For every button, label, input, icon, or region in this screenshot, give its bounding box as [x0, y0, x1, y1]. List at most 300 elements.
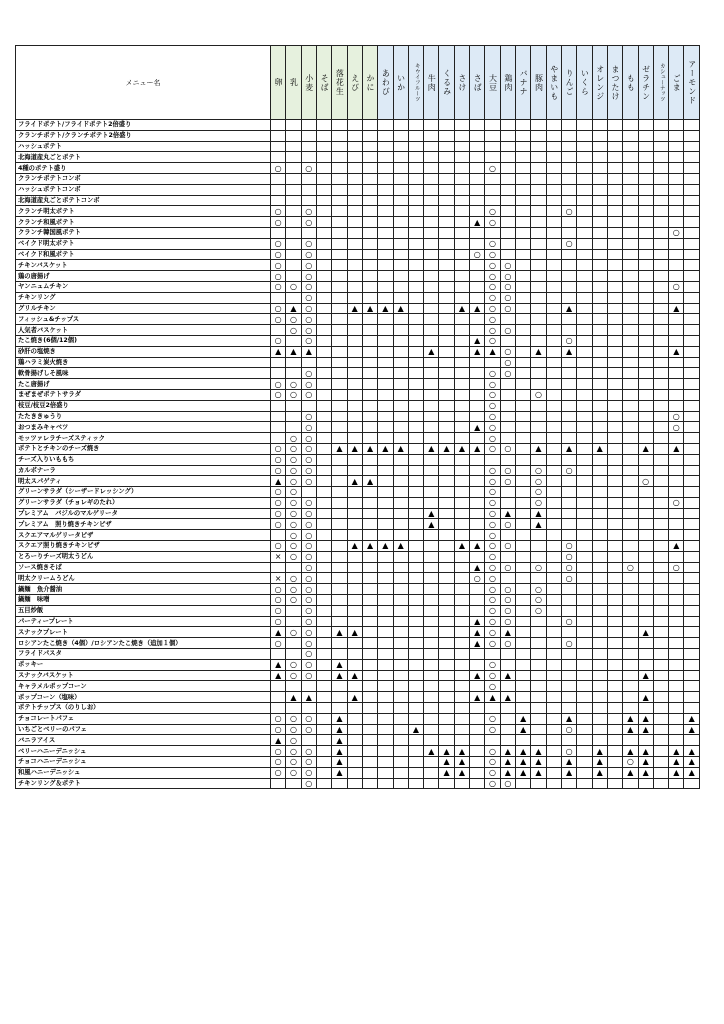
allergen-cell [439, 206, 454, 217]
allergen-cell [439, 497, 454, 508]
allergen-cell [500, 573, 515, 584]
allergen-cell [592, 724, 607, 735]
allergen-cell: ▲ [301, 692, 316, 703]
allergen-cell [378, 389, 393, 400]
header-row [16, 46, 700, 120]
allergen-cell [316, 433, 331, 444]
allergen-cell [408, 465, 423, 476]
allergen-cell [592, 530, 607, 541]
allergen-cell [362, 573, 377, 584]
table-row [16, 303, 700, 314]
allergen-cell [424, 681, 439, 692]
allergen-cell [362, 238, 377, 249]
allergen-cell: ○ [301, 249, 316, 260]
allergen-cell: ▲ [332, 713, 347, 724]
allergen-cell: ○ [301, 616, 316, 627]
allergen-cell [454, 530, 469, 541]
allergen-cell [653, 400, 668, 411]
allergen-cell [347, 379, 362, 390]
allergen-cell [684, 271, 700, 282]
allergen-cell [393, 271, 408, 282]
allergen-cell: ○ [286, 281, 301, 292]
allergen-cell [669, 703, 684, 714]
allergen-cell [470, 400, 485, 411]
allergen-cell [271, 530, 286, 541]
allergen-cell [516, 422, 531, 433]
allergen-cell [347, 130, 362, 141]
allergen-cell: ○ [286, 757, 301, 768]
allergen-cell: ○ [485, 217, 500, 228]
allergen-cell [470, 605, 485, 616]
allergen-cell [439, 227, 454, 238]
allergen-cell [286, 206, 301, 217]
allergen-cell [378, 249, 393, 260]
allergen-cell [286, 227, 301, 238]
allergen-cell: ▲ [362, 541, 377, 552]
allergen-cell [623, 649, 638, 660]
allergen-cell [592, 206, 607, 217]
allergen-cell: ○ [286, 573, 301, 584]
allergen-cell [546, 487, 561, 498]
allergen-cell [301, 400, 316, 411]
allergen-cell: ▲ [638, 713, 653, 724]
allergen-cell [454, 422, 469, 433]
allergen-cell [286, 163, 301, 174]
allergen-cell [684, 422, 700, 433]
allergen-cell [316, 292, 331, 303]
allergen-cell [546, 335, 561, 346]
allergen-cell [684, 638, 700, 649]
table-row [16, 724, 700, 735]
allergen-cell [454, 152, 469, 163]
allergen-cell [470, 314, 485, 325]
allergen-cell [653, 433, 668, 444]
allergen-cell [623, 238, 638, 249]
allergen-cell [454, 411, 469, 422]
allergen-cell [378, 260, 393, 271]
allergen-cell [653, 163, 668, 174]
allergen-cell [408, 335, 423, 346]
allergen-cell [546, 746, 561, 757]
allergen-cell [362, 357, 377, 368]
allergen-cell [408, 249, 423, 260]
table-row [16, 476, 700, 487]
allergen-cell [439, 368, 454, 379]
allergen-cell [454, 778, 469, 789]
allergen-cell [638, 551, 653, 562]
table-row [16, 735, 700, 746]
menu-name-cell: モッツァレラチーズスティック [16, 433, 271, 444]
allergen-cell [286, 292, 301, 303]
allergen-cell [316, 152, 331, 163]
allergen-cell [531, 292, 546, 303]
allergen-cell [378, 584, 393, 595]
allergen-cell [516, 465, 531, 476]
allergen-cell: ○ [485, 508, 500, 519]
allergen-cell: ▲ [592, 746, 607, 757]
allergen-cell [669, 271, 684, 282]
allergen-cell [470, 551, 485, 562]
table-row [16, 141, 700, 152]
allergen-cell [607, 724, 622, 735]
allergen-cell [546, 120, 561, 131]
allergen-cell [684, 163, 700, 174]
allergen-cell [500, 551, 515, 562]
allergen-cell [470, 595, 485, 606]
allergen-cell [362, 767, 377, 778]
allergen-cell [592, 616, 607, 627]
menu-name-cell: ハッシュポテトコンボ [16, 184, 271, 195]
allergen-cell [531, 271, 546, 282]
allergen-cell: ○ [301, 389, 316, 400]
allergen-cell [424, 703, 439, 714]
allergen-cell [347, 400, 362, 411]
allergen-cell: ○ [485, 530, 500, 541]
allergen-cell [653, 551, 668, 562]
allergen-cell [546, 184, 561, 195]
menu-name-cell: ヤンニュムチキン [16, 281, 271, 292]
allergen-cell [316, 227, 331, 238]
allergen-cell [684, 379, 700, 390]
allergen-cell [408, 389, 423, 400]
allergen-cell: ○ [301, 379, 316, 390]
allergen-cell: ○ [485, 778, 500, 789]
allergen-cell [561, 454, 576, 465]
allergen-cell [607, 325, 622, 336]
allergen-cell: ▲ [500, 692, 515, 703]
allergen-cell: ▲ [332, 670, 347, 681]
allergen-cell [332, 433, 347, 444]
allergen-cell: ○ [271, 713, 286, 724]
allergen-cell [516, 217, 531, 228]
allergen-cell [577, 562, 592, 573]
allergen-cell [347, 778, 362, 789]
allergen-cell [516, 454, 531, 465]
allergen-cell [347, 465, 362, 476]
allergen-cell [439, 163, 454, 174]
menu-name-cell: 鍋麺 味噌 [16, 595, 271, 606]
allergen-cell: ○ [485, 487, 500, 498]
allergen-cell [408, 487, 423, 498]
allergen-cell [684, 335, 700, 346]
allergen-cell [378, 724, 393, 735]
allergen-cell [516, 249, 531, 260]
allergen-cell [684, 314, 700, 325]
allergen-cell [561, 281, 576, 292]
allergen-cell [607, 627, 622, 638]
allergen-cell [378, 314, 393, 325]
allergen-cell [347, 454, 362, 465]
allergen-cell [332, 379, 347, 390]
allergen-cell [286, 120, 301, 131]
allergen-cell [577, 379, 592, 390]
allergen-cell [408, 541, 423, 552]
allergen-cell [592, 389, 607, 400]
allergen-cell [378, 120, 393, 131]
allergen-cell [623, 530, 638, 541]
allergen-cell [531, 249, 546, 260]
allergen-cell [607, 659, 622, 670]
allergen-cell [516, 325, 531, 336]
allergen-cell: ○ [561, 746, 576, 757]
allergen-cell: ○ [271, 605, 286, 616]
allergen-cell [638, 605, 653, 616]
allergen-cell [378, 605, 393, 616]
allergen-cell: ▲ [332, 627, 347, 638]
allergen-cell [332, 573, 347, 584]
allergen-cell [347, 260, 362, 271]
allergen-cell [301, 184, 316, 195]
allergen-cell [316, 346, 331, 357]
allergen-cell [347, 163, 362, 174]
allergen-cell [684, 325, 700, 336]
allergen-cell [393, 605, 408, 616]
allergen-cell [500, 335, 515, 346]
allergen-cell [332, 325, 347, 336]
allergen-cell [454, 551, 469, 562]
allergen-cell [592, 670, 607, 681]
allergen-cell [378, 757, 393, 768]
allergen-cell [439, 173, 454, 184]
allergen-cell [408, 303, 423, 314]
allergen-cell [577, 184, 592, 195]
allergen-cell [531, 206, 546, 217]
allergen-cell [561, 184, 576, 195]
allergen-cell [424, 595, 439, 606]
menu-name-cell: ベリーハニーデニッシュ [16, 746, 271, 757]
allergen-cell [623, 411, 638, 422]
allergen-cell: ○ [271, 746, 286, 757]
allergen-cell: ▲ [332, 746, 347, 757]
allergen-cell [669, 476, 684, 487]
allergen-cell [623, 638, 638, 649]
allergen-cell [332, 692, 347, 703]
allergen-cell [316, 476, 331, 487]
allergen-cell [684, 659, 700, 670]
allergen-cell [546, 541, 561, 552]
allergen-cell [516, 659, 531, 670]
allergen-cell [684, 400, 700, 411]
allergen-cell [516, 292, 531, 303]
allergen-cell [286, 638, 301, 649]
table-row [16, 573, 700, 584]
allergen-cell [439, 184, 454, 195]
allergen-cell: ○ [301, 325, 316, 336]
allergen-header: さけ [454, 46, 469, 120]
allergen-cell: ▲ [271, 627, 286, 638]
allergen-cell [546, 433, 561, 444]
allergen-cell [531, 163, 546, 174]
allergen-cell [577, 141, 592, 152]
allergen-cell [408, 227, 423, 238]
allergen-cell [454, 314, 469, 325]
allergen-cell [408, 659, 423, 670]
allergen-cell [607, 757, 622, 768]
allergen-cell [332, 368, 347, 379]
allergen-cell: ▲ [424, 519, 439, 530]
allergen-cell [516, 681, 531, 692]
allergen-cell: ▲ [271, 346, 286, 357]
allergen-cell [607, 443, 622, 454]
allergen-cell [653, 724, 668, 735]
allergen-cell [607, 335, 622, 346]
allergen-cell [592, 713, 607, 724]
allergen-cell [378, 281, 393, 292]
allergen-cell: ▲ [638, 767, 653, 778]
allergen-cell [561, 260, 576, 271]
allergen-cell [424, 411, 439, 422]
allergen-cell [531, 357, 546, 368]
allergen-cell [531, 130, 546, 141]
allergen-cell [393, 670, 408, 681]
allergen-cell [301, 681, 316, 692]
allergen-cell [546, 443, 561, 454]
allergen-cell [623, 292, 638, 303]
allergen-cell [393, 152, 408, 163]
allergen-cell [546, 584, 561, 595]
allergen-cell: ○ [301, 281, 316, 292]
allergen-cell [669, 141, 684, 152]
allergen-cell [669, 487, 684, 498]
allergen-cell: ○ [485, 638, 500, 649]
allergen-cell: ▲ [561, 443, 576, 454]
allergen-cell [454, 357, 469, 368]
table-row [16, 562, 700, 573]
allergen-cell [316, 217, 331, 228]
allergen-cell [638, 120, 653, 131]
allergen-cell [592, 411, 607, 422]
allergen-cell: ○ [286, 584, 301, 595]
allergen-cell [684, 238, 700, 249]
allergen-cell [424, 497, 439, 508]
allergen-cell [546, 303, 561, 314]
allergen-cell [623, 163, 638, 174]
allergen-cell [347, 551, 362, 562]
allergen-cell [439, 703, 454, 714]
allergen-cell [424, 368, 439, 379]
allergen-cell: ○ [500, 465, 515, 476]
allergen-cell [607, 130, 622, 141]
allergen-cell [408, 368, 423, 379]
allergen-header: やまいも [546, 46, 561, 120]
allergen-cell [439, 584, 454, 595]
allergen-cell: ○ [500, 357, 515, 368]
allergen-cell: ▲ [347, 692, 362, 703]
allergen-cell [607, 670, 622, 681]
allergen-cell: ○ [271, 314, 286, 325]
allergen-cell [408, 260, 423, 271]
allergen-cell [347, 659, 362, 670]
allergen-cell [424, 465, 439, 476]
menu-name-cell: ベイクド明太ポテト [16, 238, 271, 249]
allergen-cell [454, 379, 469, 390]
allergen-cell [286, 681, 301, 692]
allergen-cell [454, 368, 469, 379]
allergen-cell [424, 281, 439, 292]
allergen-cell [592, 465, 607, 476]
allergen-cell [577, 530, 592, 541]
allergen-cell [500, 206, 515, 217]
allergen-cell [607, 184, 622, 195]
allergen-cell [531, 724, 546, 735]
allergen-cell: ▲ [378, 541, 393, 552]
allergen-cell [393, 487, 408, 498]
allergen-cell [439, 238, 454, 249]
allergen-cell [592, 573, 607, 584]
allergen-cell [531, 638, 546, 649]
allergen-cell [439, 724, 454, 735]
allergen-cell [653, 195, 668, 206]
allergen-cell [378, 649, 393, 660]
allergen-cell [577, 638, 592, 649]
allergen-cell [577, 314, 592, 325]
allergen-cell [638, 778, 653, 789]
allergen-cell [577, 541, 592, 552]
allergen-cell [408, 681, 423, 692]
allergen-cell [531, 303, 546, 314]
allergen-cell [546, 217, 561, 228]
allergen-cell [439, 649, 454, 660]
allergen-cell [439, 454, 454, 465]
allergen-cell [669, 184, 684, 195]
allergen-cell [347, 389, 362, 400]
allergen-cell [332, 357, 347, 368]
menu-name-cell: グリーンサラダ（シーザードレッシング） [16, 487, 271, 498]
allergen-cell [439, 638, 454, 649]
allergen-cell [424, 638, 439, 649]
allergen-cell [546, 551, 561, 562]
allergen-cell [653, 130, 668, 141]
allergen-cell [316, 670, 331, 681]
allergen-cell [408, 325, 423, 336]
allergen-cell [592, 778, 607, 789]
allergen-header: バナナ [516, 46, 531, 120]
table-row [16, 616, 700, 627]
allergen-cell [607, 573, 622, 584]
allergen-cell [316, 638, 331, 649]
allergen-cell [378, 703, 393, 714]
allergen-cell [561, 422, 576, 433]
allergen-cell: ○ [561, 335, 576, 346]
allergen-cell [439, 292, 454, 303]
allergen-cell [546, 271, 561, 282]
allergen-cell [638, 335, 653, 346]
allergen-cell [653, 703, 668, 714]
allergen-cell [286, 184, 301, 195]
allergen-cell [332, 487, 347, 498]
allergen-cell [408, 746, 423, 757]
allergen-cell [577, 368, 592, 379]
allergen-cell: ○ [286, 508, 301, 519]
allergen-cell [577, 271, 592, 282]
allergen-cell [684, 605, 700, 616]
allergen-cell [592, 120, 607, 131]
allergen-cell [408, 692, 423, 703]
allergen-cell [607, 227, 622, 238]
allergen-cell [485, 357, 500, 368]
allergen-cell: ○ [301, 724, 316, 735]
allergen-cell: ○ [561, 616, 576, 627]
allergen-cell [271, 433, 286, 444]
allergen-cell [592, 638, 607, 649]
allergen-cell [577, 433, 592, 444]
allergen-cell [653, 670, 668, 681]
allergen-cell: ○ [301, 217, 316, 228]
allergen-cell [347, 411, 362, 422]
allergen-cell [500, 379, 515, 390]
allergen-cell: ○ [500, 584, 515, 595]
allergen-cell [454, 713, 469, 724]
